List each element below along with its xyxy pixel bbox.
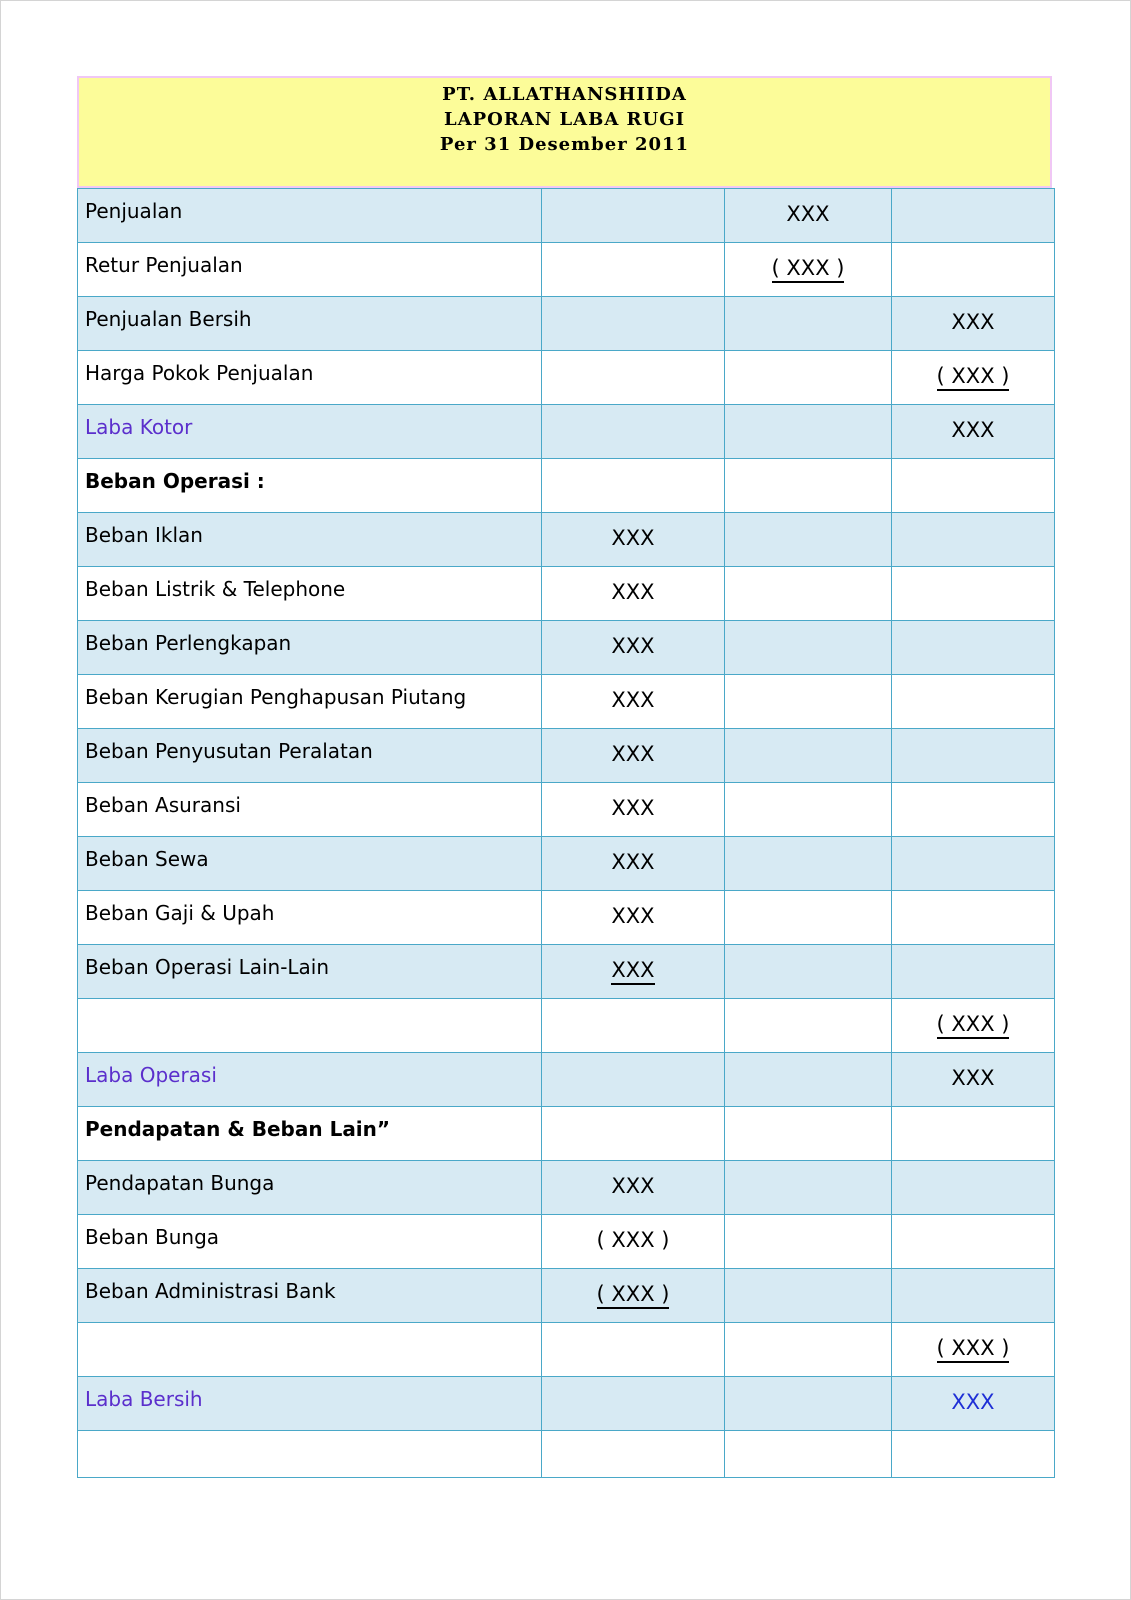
- row-label-cell: [78, 1107, 542, 1161]
- subtotal-cell: [725, 513, 892, 567]
- detail-value: [542, 1431, 724, 1443]
- subtotal-value: [725, 945, 891, 957]
- table-row: [78, 567, 1055, 621]
- section-heading: Beban Operasi :: [85, 469, 265, 493]
- total-cell: [892, 567, 1055, 621]
- row-label-cell: [78, 513, 542, 567]
- detail-value: [542, 1107, 724, 1119]
- total-cell: [892, 999, 1055, 1053]
- total-value: [892, 1269, 1054, 1281]
- table-row: [78, 405, 1055, 459]
- total-cell: [892, 891, 1055, 945]
- table-row: [78, 459, 1055, 513]
- total-value: [892, 243, 1054, 255]
- subtotal-cell: [725, 243, 892, 297]
- subtotal-cell: [725, 567, 892, 621]
- row-label-cell: [78, 405, 542, 459]
- detail-cell: [542, 999, 725, 1053]
- total-value: [892, 189, 1054, 201]
- detail-value: XXX: [611, 904, 655, 928]
- row-label-cell: [78, 1431, 542, 1478]
- detail-value: [542, 405, 724, 417]
- row-label: Beban Bunga: [85, 1225, 220, 1249]
- detail-value: ( XXX ): [596, 1228, 670, 1252]
- subtotal-value: [725, 1377, 891, 1389]
- detail-cell: [542, 1269, 725, 1323]
- table-row: [78, 837, 1055, 891]
- row-label: Penjualan: [85, 199, 183, 223]
- total-value: [892, 999, 1054, 1037]
- subtotal-value: [725, 1431, 891, 1443]
- total-cell: [892, 621, 1055, 675]
- total-value: [892, 351, 1054, 389]
- table-row: [78, 189, 1055, 243]
- row-label: Laba Kotor: [85, 415, 193, 439]
- table-row: [78, 297, 1055, 351]
- total-value: [892, 1215, 1054, 1227]
- total-cell: [892, 297, 1055, 351]
- underlined-value: ( XXX ): [597, 1282, 670, 1309]
- row-label: [78, 1431, 541, 1440]
- total-value: [892, 1107, 1054, 1119]
- row-label: Laba Bersih: [85, 1387, 203, 1411]
- subtotal-value: [725, 1215, 891, 1227]
- row-label-cell: [78, 1269, 542, 1323]
- total-value: [892, 675, 1054, 687]
- table-row: [78, 999, 1055, 1053]
- total-value: [892, 1431, 1054, 1443]
- table-row: [78, 621, 1055, 675]
- row-label: Beban Iklan: [85, 523, 203, 547]
- row-label-cell: [78, 297, 542, 351]
- row-label-cell: [78, 243, 542, 297]
- detail-value: XXX: [611, 850, 655, 874]
- total-value: [892, 1161, 1054, 1173]
- detail-cell: [542, 513, 725, 567]
- row-label: Laba Operasi: [85, 1063, 217, 1087]
- total-value: [892, 621, 1054, 633]
- total-cell: [892, 351, 1055, 405]
- detail-cell: [542, 729, 725, 783]
- table-row: [78, 1053, 1055, 1107]
- total-value: [892, 729, 1054, 741]
- row-label-cell: [78, 1377, 542, 1431]
- table-row: [78, 1161, 1055, 1215]
- table-row: [78, 945, 1055, 999]
- detail-value: XXX: [611, 742, 655, 766]
- subtotal-cell: [725, 783, 892, 837]
- subtotal-value: [725, 1323, 891, 1335]
- total-cell: [892, 729, 1055, 783]
- detail-value: XXX: [611, 580, 655, 604]
- detail-value: [542, 243, 724, 255]
- row-label-cell: [78, 189, 542, 243]
- table-row: [78, 891, 1055, 945]
- row-label-cell: [78, 675, 542, 729]
- underlined-value: ( XXX ): [937, 1336, 1010, 1363]
- total-cell: [892, 513, 1055, 567]
- total-cell: [892, 1215, 1055, 1269]
- total-cell: [892, 459, 1055, 513]
- subtotal-value: [725, 351, 891, 363]
- total-cell: [892, 783, 1055, 837]
- row-label: Beban Operasi Lain-Lain: [85, 955, 330, 979]
- row-label: Beban Administrasi Bank: [85, 1279, 336, 1303]
- subtotal-value: [725, 1161, 891, 1173]
- row-label-cell: [78, 999, 542, 1053]
- subtotal-cell: [725, 729, 892, 783]
- subtotal-value: [725, 513, 891, 525]
- detail-cell: [542, 297, 725, 351]
- subtotal-value: XXX: [786, 202, 830, 226]
- subtotal-value: [725, 1269, 891, 1281]
- total-cell: [892, 1053, 1055, 1107]
- subtotal-value: [725, 297, 891, 309]
- report-header: [77, 76, 1052, 188]
- subtotal-value: [725, 567, 891, 579]
- subtotal-cell: [725, 891, 892, 945]
- row-label: [78, 1323, 541, 1332]
- detail-cell: [542, 621, 725, 675]
- row-label-cell: [78, 621, 542, 675]
- detail-value: [542, 189, 724, 201]
- row-label-cell: [78, 567, 542, 621]
- total-value: [892, 783, 1054, 795]
- subtotal-cell: [725, 297, 892, 351]
- table-row: [78, 351, 1055, 405]
- total-value: [892, 891, 1054, 903]
- row-label-cell: [78, 1053, 542, 1107]
- total-cell: [892, 1161, 1055, 1215]
- subtotal-value: [725, 783, 891, 795]
- row-label-cell: [78, 729, 542, 783]
- row-label: Beban Kerugian Penghapusan Piutang: [85, 685, 467, 709]
- table-row: [78, 729, 1055, 783]
- detail-cell: [542, 1215, 725, 1269]
- total-cell: [892, 945, 1055, 999]
- detail-value: [542, 1323, 724, 1335]
- row-label: Beban Listrik & Telephone: [85, 577, 346, 601]
- row-label: Penjualan Bersih: [85, 307, 252, 331]
- subtotal-value: [725, 1107, 891, 1119]
- table-row: [78, 1269, 1055, 1323]
- subtotal-value: [725, 675, 891, 687]
- company-name: PT. ALLATHANSHIIDA: [442, 84, 687, 105]
- row-label: Beban Perlengkapan: [85, 631, 292, 655]
- subtotal-cell: [725, 351, 892, 405]
- section-heading: Pendapatan & Beban Lain”: [85, 1117, 391, 1141]
- income-statement-table: [77, 188, 1055, 1478]
- detail-cell: [542, 891, 725, 945]
- subtotal-cell: [725, 1269, 892, 1323]
- subtotal-cell: [725, 837, 892, 891]
- subtotal-cell: [725, 1053, 892, 1107]
- row-label: Retur Penjualan: [85, 253, 243, 277]
- subtotal-value: [725, 621, 891, 633]
- table-row: [78, 783, 1055, 837]
- row-label-cell: [78, 459, 542, 513]
- subtotal-cell: [725, 999, 892, 1053]
- total-cell: [892, 1323, 1055, 1377]
- row-label-cell: [78, 1323, 542, 1377]
- row-label: Beban Gaji & Upah: [85, 901, 275, 925]
- detail-cell: [542, 351, 725, 405]
- total-value: XXX: [951, 310, 995, 334]
- table-row: [78, 1431, 1055, 1478]
- row-label: Beban Penyusutan Peralatan: [85, 739, 373, 763]
- table-row: [78, 675, 1055, 729]
- subtotal-cell: [725, 1161, 892, 1215]
- detail-value: [542, 1269, 724, 1307]
- report-title: LAPORAN LABA RUGI: [444, 109, 685, 130]
- row-label-cell: [78, 891, 542, 945]
- subtotal-cell: [725, 945, 892, 999]
- total-value: [892, 567, 1054, 579]
- detail-cell: [542, 1161, 725, 1215]
- detail-value: XXX: [611, 1174, 655, 1198]
- net-profit-value: XXX: [951, 1390, 995, 1414]
- table-row: [78, 1215, 1055, 1269]
- total-cell: [892, 405, 1055, 459]
- detail-value: [542, 351, 724, 363]
- detail-cell: [542, 243, 725, 297]
- subtotal-value: [725, 243, 891, 281]
- row-label-cell: [78, 1161, 542, 1215]
- detail-cell: [542, 675, 725, 729]
- subtotal-cell: [725, 1107, 892, 1161]
- subtotal-cell: [725, 1431, 892, 1478]
- row-label: Pendapatan Bunga: [85, 1171, 275, 1195]
- total-cell: [892, 243, 1055, 297]
- detail-cell: [542, 567, 725, 621]
- subtotal-cell: [725, 1377, 892, 1431]
- total-value: XXX: [951, 418, 995, 442]
- underlined-value: XXX: [611, 958, 654, 985]
- subtotal-value: [725, 405, 891, 417]
- subtotal-value: [725, 459, 891, 471]
- total-cell: [892, 1377, 1055, 1431]
- total-cell: [892, 1269, 1055, 1323]
- detail-value: [542, 945, 724, 983]
- table-row: [78, 513, 1055, 567]
- detail-cell: [542, 837, 725, 891]
- row-label: Beban Sewa: [85, 847, 209, 871]
- row-label: [78, 999, 541, 1008]
- detail-cell: [542, 1053, 725, 1107]
- subtotal-cell: [725, 405, 892, 459]
- detail-value: [542, 459, 724, 471]
- subtotal-value: [725, 1053, 891, 1065]
- detail-cell: [542, 189, 725, 243]
- row-label-cell: [78, 945, 542, 999]
- underlined-value: ( XXX ): [937, 364, 1010, 391]
- detail-value: [542, 1053, 724, 1065]
- underlined-value: ( XXX ): [772, 256, 845, 283]
- underlined-value: ( XXX ): [937, 1012, 1010, 1039]
- total-cell: [892, 675, 1055, 729]
- total-value: [892, 459, 1054, 471]
- detail-value: [542, 1377, 724, 1389]
- subtotal-value: [725, 891, 891, 903]
- total-cell: [892, 1107, 1055, 1161]
- detail-cell: [542, 405, 725, 459]
- row-label: Harga Pokok Penjualan: [85, 361, 314, 385]
- detail-value: XXX: [611, 526, 655, 550]
- total-value: [892, 945, 1054, 957]
- detail-value: XXX: [611, 688, 655, 712]
- detail-cell: [542, 1431, 725, 1478]
- detail-cell: [542, 1107, 725, 1161]
- detail-cell: [542, 459, 725, 513]
- subtotal-cell: [725, 1215, 892, 1269]
- detail-value: [542, 999, 724, 1011]
- table-row: [78, 1107, 1055, 1161]
- detail-value: XXX: [611, 796, 655, 820]
- total-cell: [892, 837, 1055, 891]
- detail-cell: [542, 783, 725, 837]
- table-row: [78, 1377, 1055, 1431]
- subtotal-cell: [725, 459, 892, 513]
- subtotal-cell: [725, 189, 892, 243]
- row-label: Beban Asuransi: [85, 793, 241, 817]
- total-value: XXX: [951, 1066, 995, 1090]
- detail-cell: [542, 1377, 725, 1431]
- subtotal-value: [725, 729, 891, 741]
- detail-cell: [542, 945, 725, 999]
- subtotal-cell: [725, 1323, 892, 1377]
- row-label-cell: [78, 1215, 542, 1269]
- row-label-cell: [78, 783, 542, 837]
- total-value: [892, 1323, 1054, 1361]
- table-row: [78, 1323, 1055, 1377]
- subtotal-value: [725, 837, 891, 849]
- total-cell: [892, 1431, 1055, 1478]
- report-period: Per 31 Desember 2011: [439, 134, 690, 155]
- detail-value: XXX: [611, 634, 655, 658]
- subtotal-cell: [725, 621, 892, 675]
- row-label-cell: [78, 351, 542, 405]
- table-row: [78, 243, 1055, 297]
- row-label-cell: [78, 837, 542, 891]
- detail-value: [542, 297, 724, 309]
- total-value: [892, 513, 1054, 525]
- total-cell: [892, 189, 1055, 243]
- total-value: [892, 837, 1054, 849]
- subtotal-cell: [725, 675, 892, 729]
- subtotal-value: [725, 999, 891, 1011]
- detail-cell: [542, 1323, 725, 1377]
